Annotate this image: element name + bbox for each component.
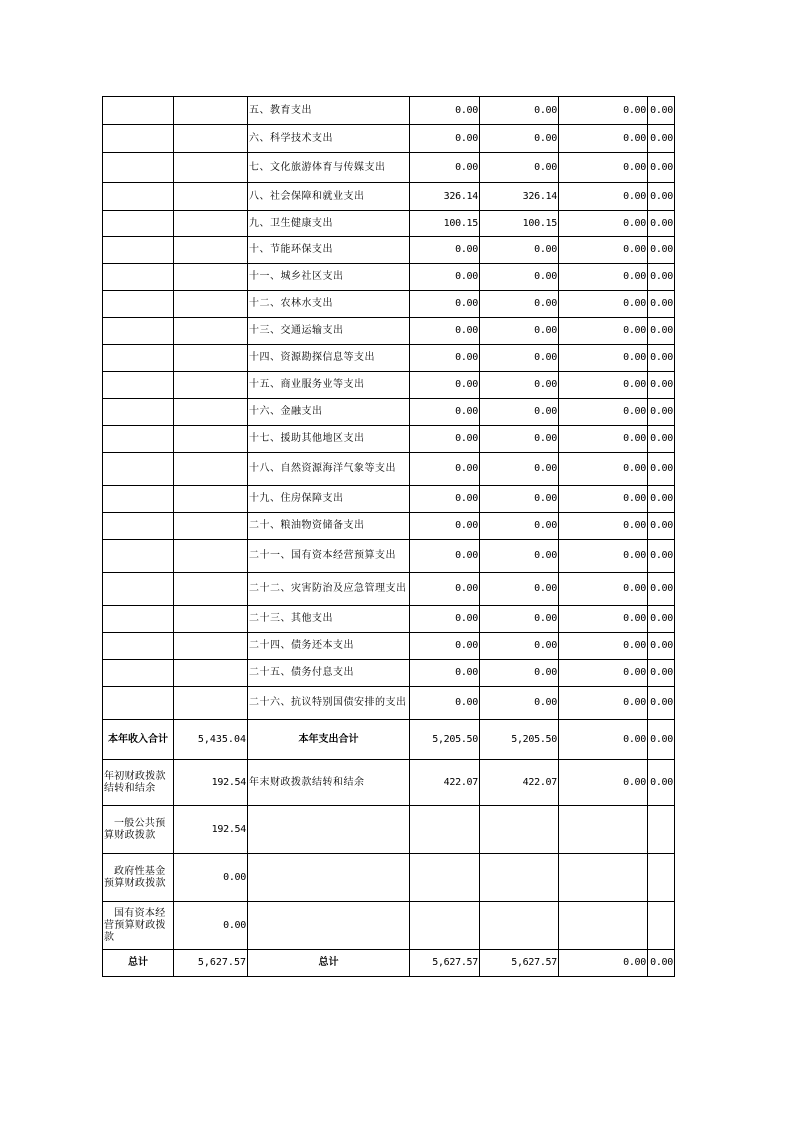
grand-expense-total-label: 总计 bbox=[248, 950, 410, 977]
gov-fund-cell: 0.00 bbox=[559, 540, 648, 573]
empty-income-label-cell bbox=[103, 540, 174, 573]
state-capital-cell: 0.00 bbox=[648, 513, 675, 540]
carryover-income-label: 年初财政拨款结转和结余 bbox=[103, 760, 174, 806]
state-capital-cell: 0.00 bbox=[648, 633, 675, 660]
sub-item-value: 192.54 bbox=[174, 806, 248, 854]
state-capital-cell: 0.00 bbox=[648, 183, 675, 211]
empty-income-value-cell bbox=[174, 633, 248, 660]
gov-fund-cell: 0.00 bbox=[559, 486, 648, 513]
table-row bbox=[103, 540, 675, 573]
gov-fund-cell: 0.00 bbox=[559, 372, 648, 399]
table-row bbox=[103, 372, 675, 399]
empty-income-label-cell bbox=[103, 318, 174, 345]
general-budget-cell: 0.00 bbox=[480, 540, 559, 573]
empty-income-label-cell bbox=[103, 97, 174, 125]
year-income-total-value: 5,435.04 bbox=[174, 720, 248, 760]
year-expense-total-cell: 5,205.50 bbox=[410, 720, 480, 760]
empty-income-value-cell bbox=[174, 606, 248, 633]
expense-total-cell: 0.00 bbox=[410, 633, 480, 660]
year-total-row bbox=[103, 720, 675, 760]
sub-item-label: 政府性基金预算财政拨款 bbox=[103, 854, 174, 902]
carryover-general-budget-cell: 422.07 bbox=[480, 760, 559, 806]
general-budget-cell: 0.00 bbox=[480, 606, 559, 633]
empty-income-value-cell bbox=[174, 183, 248, 211]
sub-item-label: 国有资本经营预算财政拨款 bbox=[103, 902, 174, 950]
empty-cell bbox=[559, 854, 648, 902]
expense-total-cell: 0.00 bbox=[410, 264, 480, 291]
state-capital-cell: 0.00 bbox=[648, 318, 675, 345]
empty-income-label-cell bbox=[103, 453, 174, 486]
gov-fund-cell: 0.00 bbox=[559, 633, 648, 660]
gov-fund-cell: 0.00 bbox=[559, 153, 648, 183]
expense-item-label: 十一、城乡社区支出 bbox=[248, 264, 410, 291]
table-row bbox=[103, 486, 675, 513]
empty-income-label-cell bbox=[103, 633, 174, 660]
year-state-capital-cell: 0.00 bbox=[648, 720, 675, 760]
gov-fund-cell: 0.00 bbox=[559, 513, 648, 540]
gov-fund-cell: 0.00 bbox=[559, 264, 648, 291]
carryover-income-value: 192.54 bbox=[174, 760, 248, 806]
empty-income-label-cell bbox=[103, 264, 174, 291]
table-row bbox=[103, 153, 675, 183]
table-row bbox=[103, 660, 675, 687]
state-capital-cell: 0.00 bbox=[648, 211, 675, 237]
expense-item-label: 二十一、国有资本经营预算支出 bbox=[248, 540, 410, 573]
year-general-budget-cell: 5,205.50 bbox=[480, 720, 559, 760]
empty-cell bbox=[410, 854, 480, 902]
gov-fund-cell: 0.00 bbox=[559, 211, 648, 237]
empty-income-value-cell bbox=[174, 372, 248, 399]
gov-fund-cell: 0.00 bbox=[559, 426, 648, 453]
empty-income-label-cell bbox=[103, 426, 174, 453]
general-budget-cell: 0.00 bbox=[480, 426, 559, 453]
carryover-total-cell: 422.07 bbox=[410, 760, 480, 806]
empty-income-value-cell bbox=[174, 125, 248, 153]
general-budget-cell: 100.15 bbox=[480, 211, 559, 237]
budget-table-body bbox=[103, 97, 675, 977]
expense-item-label: 十三、交通运输支出 bbox=[248, 318, 410, 345]
expense-item-label: 二十四、债务还本支出 bbox=[248, 633, 410, 660]
state-capital-cell: 0.00 bbox=[648, 125, 675, 153]
empty-income-value-cell bbox=[174, 660, 248, 687]
table-row bbox=[103, 211, 675, 237]
empty-cell bbox=[480, 902, 559, 950]
gov-fund-cell: 0.00 bbox=[559, 660, 648, 687]
grand-general-budget-cell: 5,627.57 bbox=[480, 950, 559, 977]
grand-expense-total-cell: 5,627.57 bbox=[410, 950, 480, 977]
sub-item-value: 0.00 bbox=[174, 902, 248, 950]
state-capital-cell: 0.00 bbox=[648, 687, 675, 720]
sub-item-label: 一般公共预算财政拨款 bbox=[103, 806, 174, 854]
empty-income-value-cell bbox=[174, 237, 248, 264]
expense-item-label: 十八、自然资源海洋气象等支出 bbox=[248, 453, 410, 486]
table-row bbox=[103, 264, 675, 291]
empty-cell bbox=[648, 854, 675, 902]
state-capital-cell: 0.00 bbox=[648, 345, 675, 372]
gov-fund-cell: 0.00 bbox=[559, 318, 648, 345]
expense-item-label: 十七、援助其他地区支出 bbox=[248, 426, 410, 453]
table-row bbox=[103, 453, 675, 486]
empty-income-label-cell bbox=[103, 573, 174, 606]
general-budget-cell: 0.00 bbox=[480, 291, 559, 318]
empty-cell bbox=[248, 902, 410, 950]
state-capital-cell: 0.00 bbox=[648, 540, 675, 573]
general-budget-cell: 0.00 bbox=[480, 573, 559, 606]
general-budget-cell: 0.00 bbox=[480, 660, 559, 687]
expense-total-cell: 0.00 bbox=[410, 399, 480, 426]
year-expense-total-label: 本年支出合计 bbox=[248, 720, 410, 760]
general-budget-cell: 0.00 bbox=[480, 97, 559, 125]
empty-income-label-cell bbox=[103, 291, 174, 318]
empty-cell bbox=[559, 806, 648, 854]
empty-cell bbox=[248, 806, 410, 854]
gov-fund-cell: 0.00 bbox=[559, 453, 648, 486]
year-income-total-label: 本年收入合计 bbox=[103, 720, 174, 760]
expense-item-label: 七、文化旅游体育与传媒支出 bbox=[248, 153, 410, 183]
grand-state-capital-cell: 0.00 bbox=[648, 950, 675, 977]
empty-income-value-cell bbox=[174, 540, 248, 573]
gov-fund-cell: 0.00 bbox=[559, 291, 648, 318]
carryover-state-capital-cell: 0.00 bbox=[648, 760, 675, 806]
expense-item-label: 十、节能环保支出 bbox=[248, 237, 410, 264]
gov-fund-cell: 0.00 bbox=[559, 573, 648, 606]
expense-total-cell: 0.00 bbox=[410, 237, 480, 264]
table-row bbox=[103, 606, 675, 633]
empty-cell bbox=[410, 806, 480, 854]
table-row bbox=[103, 426, 675, 453]
grand-gov-fund-cell: 0.00 bbox=[559, 950, 648, 977]
empty-income-label-cell bbox=[103, 687, 174, 720]
gov-fund-cell: 0.00 bbox=[559, 687, 648, 720]
general-budget-cell: 0.00 bbox=[480, 633, 559, 660]
gov-fund-cell: 0.00 bbox=[559, 125, 648, 153]
sub-item-row bbox=[103, 902, 675, 950]
empty-income-value-cell bbox=[174, 264, 248, 291]
general-budget-cell: 0.00 bbox=[480, 372, 559, 399]
empty-income-value-cell bbox=[174, 687, 248, 720]
budget-table bbox=[102, 96, 675, 977]
empty-income-value-cell bbox=[174, 345, 248, 372]
empty-income-value-cell bbox=[174, 318, 248, 345]
table-row bbox=[103, 125, 675, 153]
expense-total-cell: 326.14 bbox=[410, 183, 480, 211]
general-budget-cell: 0.00 bbox=[480, 345, 559, 372]
gov-fund-cell: 0.00 bbox=[559, 606, 648, 633]
general-budget-cell: 0.00 bbox=[480, 237, 559, 264]
expense-item-label: 十二、农林水支出 bbox=[248, 291, 410, 318]
table-row bbox=[103, 399, 675, 426]
expense-item-label: 十六、金融支出 bbox=[248, 399, 410, 426]
gov-fund-cell: 0.00 bbox=[559, 97, 648, 125]
empty-cell bbox=[410, 902, 480, 950]
expense-item-label: 十四、资源勘探信息等支出 bbox=[248, 345, 410, 372]
empty-income-label-cell bbox=[103, 237, 174, 264]
expense-total-cell: 0.00 bbox=[410, 153, 480, 183]
state-capital-cell: 0.00 bbox=[648, 453, 675, 486]
gov-fund-cell: 0.00 bbox=[559, 399, 648, 426]
expense-total-cell: 0.00 bbox=[410, 291, 480, 318]
general-budget-cell: 0.00 bbox=[480, 264, 559, 291]
empty-income-label-cell bbox=[103, 153, 174, 183]
empty-income-label-cell bbox=[103, 399, 174, 426]
table-row bbox=[103, 513, 675, 540]
sub-item-row bbox=[103, 806, 675, 854]
general-budget-cell: 0.00 bbox=[480, 687, 559, 720]
table-row bbox=[103, 237, 675, 264]
expense-total-cell: 0.00 bbox=[410, 540, 480, 573]
expense-total-cell: 0.00 bbox=[410, 125, 480, 153]
expense-item-label: 六、科学技术支出 bbox=[248, 125, 410, 153]
empty-income-label-cell bbox=[103, 606, 174, 633]
empty-income-value-cell bbox=[174, 399, 248, 426]
sub-item-row bbox=[103, 854, 675, 902]
carryover-gov-fund-cell: 0.00 bbox=[559, 760, 648, 806]
empty-income-value-cell bbox=[174, 153, 248, 183]
empty-income-value-cell bbox=[174, 97, 248, 125]
state-capital-cell: 0.00 bbox=[648, 97, 675, 125]
expense-total-cell: 0.00 bbox=[410, 345, 480, 372]
empty-income-label-cell bbox=[103, 345, 174, 372]
state-capital-cell: 0.00 bbox=[648, 264, 675, 291]
expense-item-label: 二十二、灾害防治及应急管理支出 bbox=[248, 573, 410, 606]
table-row bbox=[103, 318, 675, 345]
general-budget-cell: 0.00 bbox=[480, 513, 559, 540]
grand-income-total-label: 总计 bbox=[103, 950, 174, 977]
general-budget-cell: 326.14 bbox=[480, 183, 559, 211]
empty-income-label-cell bbox=[103, 372, 174, 399]
empty-cell bbox=[480, 854, 559, 902]
expense-item-label: 十五、商业服务业等支出 bbox=[248, 372, 410, 399]
state-capital-cell: 0.00 bbox=[648, 660, 675, 687]
expense-total-cell: 0.00 bbox=[410, 453, 480, 486]
empty-income-value-cell bbox=[174, 426, 248, 453]
empty-income-value-cell bbox=[174, 211, 248, 237]
grand-total-row bbox=[103, 950, 675, 977]
state-capital-cell: 0.00 bbox=[648, 573, 675, 606]
expense-total-cell: 0.00 bbox=[410, 486, 480, 513]
table-row bbox=[103, 633, 675, 660]
carryover-row bbox=[103, 760, 675, 806]
expense-total-cell: 0.00 bbox=[410, 687, 480, 720]
empty-income-value-cell bbox=[174, 573, 248, 606]
expense-item-label: 二十五、债务付息支出 bbox=[248, 660, 410, 687]
expense-total-cell: 0.00 bbox=[410, 660, 480, 687]
year-gov-fund-cell: 0.00 bbox=[559, 720, 648, 760]
empty-income-label-cell bbox=[103, 513, 174, 540]
state-capital-cell: 0.00 bbox=[648, 237, 675, 264]
gov-fund-cell: 0.00 bbox=[559, 237, 648, 264]
state-capital-cell: 0.00 bbox=[648, 372, 675, 399]
table-row bbox=[103, 345, 675, 372]
empty-income-value-cell bbox=[174, 486, 248, 513]
general-budget-cell: 0.00 bbox=[480, 486, 559, 513]
state-capital-cell: 0.00 bbox=[648, 153, 675, 183]
state-capital-cell: 0.00 bbox=[648, 399, 675, 426]
empty-cell bbox=[248, 854, 410, 902]
table-row bbox=[103, 183, 675, 211]
general-budget-cell: 0.00 bbox=[480, 153, 559, 183]
general-budget-cell: 0.00 bbox=[480, 125, 559, 153]
state-capital-cell: 0.00 bbox=[648, 426, 675, 453]
state-capital-cell: 0.00 bbox=[648, 291, 675, 318]
expense-total-cell: 100.15 bbox=[410, 211, 480, 237]
empty-income-label-cell bbox=[103, 183, 174, 211]
empty-cell bbox=[480, 806, 559, 854]
empty-income-value-cell bbox=[174, 453, 248, 486]
empty-income-label-cell bbox=[103, 486, 174, 513]
general-budget-cell: 0.00 bbox=[480, 453, 559, 486]
expense-total-cell: 0.00 bbox=[410, 318, 480, 345]
expense-total-cell: 0.00 bbox=[410, 426, 480, 453]
empty-income-value-cell bbox=[174, 291, 248, 318]
empty-income-label-cell bbox=[103, 660, 174, 687]
gov-fund-cell: 0.00 bbox=[559, 345, 648, 372]
expense-total-cell: 0.00 bbox=[410, 513, 480, 540]
table-row bbox=[103, 573, 675, 606]
expense-item-label: 八、社会保障和就业支出 bbox=[248, 183, 410, 211]
expense-total-cell: 0.00 bbox=[410, 573, 480, 606]
expense-item-label: 二十六、抗议特别国债安排的支出 bbox=[248, 687, 410, 720]
expense-item-label: 二十、粮油物资储备支出 bbox=[248, 513, 410, 540]
state-capital-cell: 0.00 bbox=[648, 606, 675, 633]
empty-cell bbox=[559, 902, 648, 950]
empty-cell bbox=[648, 806, 675, 854]
expense-item-label: 五、教育支出 bbox=[248, 97, 410, 125]
expense-total-cell: 0.00 bbox=[410, 372, 480, 399]
sub-item-value: 0.00 bbox=[174, 854, 248, 902]
general-budget-cell: 0.00 bbox=[480, 399, 559, 426]
empty-income-label-cell bbox=[103, 125, 174, 153]
table-row bbox=[103, 291, 675, 318]
state-capital-cell: 0.00 bbox=[648, 486, 675, 513]
expense-item-label: 九、卫生健康支出 bbox=[248, 211, 410, 237]
empty-income-value-cell bbox=[174, 513, 248, 540]
expense-total-cell: 0.00 bbox=[410, 606, 480, 633]
table-row bbox=[103, 687, 675, 720]
expense-item-label: 二十三、其他支出 bbox=[248, 606, 410, 633]
empty-cell bbox=[648, 902, 675, 950]
grand-income-total-value: 5,627.57 bbox=[174, 950, 248, 977]
expense-item-label: 十九、住房保障支出 bbox=[248, 486, 410, 513]
carryover-expense-label: 年末财政拨款结转和结余 bbox=[248, 760, 410, 806]
expense-total-cell: 0.00 bbox=[410, 97, 480, 125]
empty-income-label-cell bbox=[103, 211, 174, 237]
table-row bbox=[103, 97, 675, 125]
general-budget-cell: 0.00 bbox=[480, 318, 559, 345]
gov-fund-cell: 0.00 bbox=[559, 183, 648, 211]
